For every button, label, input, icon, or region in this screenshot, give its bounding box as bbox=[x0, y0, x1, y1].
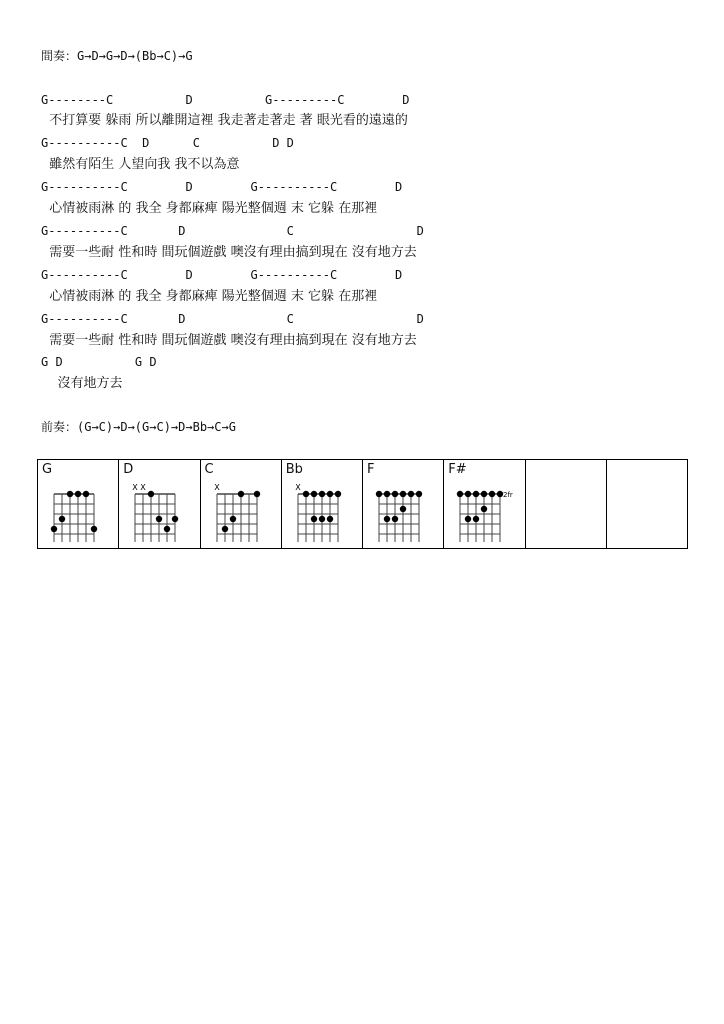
finger-dot bbox=[311, 491, 317, 497]
finger-dot bbox=[400, 506, 406, 512]
chord-cell-empty bbox=[606, 460, 687, 549]
finger-dot bbox=[327, 491, 333, 497]
finger-dot bbox=[384, 491, 390, 497]
chord-line: 前奏：(G→C)→D→(G→C)→D→Bb→C→G bbox=[41, 420, 236, 434]
finger-dot bbox=[221, 526, 227, 532]
chord-line: G----------C D C D D bbox=[41, 136, 294, 150]
finger-dot bbox=[75, 491, 81, 497]
chord-name: F bbox=[367, 462, 375, 477]
chord-diagram-table bbox=[37, 459, 688, 549]
finger-dot bbox=[83, 491, 89, 497]
lyric-line: 心情被雨淋 的 我全 身都麻痺 陽光整個週 末 它躲 在那裡 bbox=[41, 201, 378, 216]
chord-name: C bbox=[204, 462, 214, 477]
chord-name: D bbox=[123, 462, 134, 477]
finger-dot bbox=[148, 491, 154, 497]
finger-dot bbox=[392, 491, 398, 497]
chord-line: G D G D bbox=[41, 355, 157, 369]
finger-dot bbox=[473, 516, 479, 522]
finger-dot bbox=[481, 506, 487, 512]
lyric-line: 需要一些耐 性和時 間玩個遊戲 噢沒有理由搞到現在 沒有地方去 bbox=[41, 245, 417, 260]
chord-cell-g bbox=[38, 460, 119, 549]
chord-diagram bbox=[452, 480, 516, 542]
finger-dot bbox=[481, 491, 487, 497]
chord-name: F# bbox=[448, 462, 467, 477]
finger-dot bbox=[335, 491, 341, 497]
chord-diagram bbox=[46, 480, 110, 542]
chord-diagram bbox=[209, 480, 273, 542]
finger-dot bbox=[91, 526, 97, 532]
lyric-line: 心情被雨淋 的 我全 身都麻痺 陽光整個週 末 它躲 在那裡 bbox=[41, 289, 378, 304]
finger-dot bbox=[457, 491, 463, 497]
chord-diagram bbox=[127, 480, 191, 542]
finger-dot bbox=[465, 516, 471, 522]
chord-line: G----------C D C D bbox=[41, 224, 424, 238]
finger-dot bbox=[311, 516, 317, 522]
finger-dot bbox=[67, 491, 73, 497]
chord-cell-d bbox=[119, 460, 200, 549]
chord-cell-fsharp bbox=[444, 460, 525, 549]
finger-dot bbox=[489, 491, 495, 497]
finger-dot bbox=[164, 526, 170, 532]
finger-dot bbox=[59, 516, 65, 522]
lyric-line: 沒有地方去 bbox=[41, 376, 123, 391]
finger-dot bbox=[229, 516, 235, 522]
finger-dot bbox=[253, 491, 259, 497]
chord-name: G bbox=[42, 462, 53, 477]
chord-name: Bb bbox=[285, 462, 303, 477]
finger-dot bbox=[384, 516, 390, 522]
chord-cell-empty bbox=[525, 460, 606, 549]
finger-dot bbox=[465, 491, 471, 497]
lyric-line: 需要一些耐 性和時 間玩個遊戲 噢沒有理由搞到現在 沒有地方去 bbox=[41, 333, 417, 348]
finger-dot bbox=[51, 526, 57, 532]
fret-position-label: 2fr bbox=[503, 491, 514, 499]
finger-dot bbox=[303, 491, 309, 497]
chord-line: G----------C D C D bbox=[41, 312, 424, 326]
lyric-line: 不打算要 躲雨 所以離開這裡 我走著走著走 著 眼光看的遠遠的 bbox=[41, 113, 408, 128]
finger-dot bbox=[400, 491, 406, 497]
chord-line: 間奏：G→D→G→D→(Bb→C)→G bbox=[41, 49, 193, 63]
finger-dot bbox=[392, 516, 398, 522]
chord-line: G--------C D G---------C D bbox=[41, 93, 410, 107]
finger-dot bbox=[376, 491, 382, 497]
finger-dot bbox=[473, 491, 479, 497]
muted-string-mark: X bbox=[213, 483, 220, 492]
finger-dot bbox=[156, 516, 162, 522]
muted-string-mark: X bbox=[132, 483, 138, 492]
chord-cell-c bbox=[200, 460, 281, 549]
chord-cell-bb bbox=[281, 460, 362, 549]
chord-cell-f bbox=[363, 460, 444, 549]
finger-dot bbox=[327, 516, 333, 522]
muted-string-mark: X bbox=[140, 483, 146, 492]
chord-line: G----------C D G----------C D bbox=[41, 268, 403, 282]
muted-string-mark: X bbox=[295, 483, 301, 492]
finger-dot bbox=[416, 491, 422, 497]
lyric-line: 雖然有陌生 人望向我 我不以為意 bbox=[41, 157, 240, 172]
finger-dot bbox=[319, 491, 325, 497]
chord-line: G----------C D G----------C D bbox=[41, 180, 403, 194]
chord-diagram bbox=[290, 480, 354, 542]
finger-dot bbox=[408, 491, 414, 497]
finger-dot bbox=[237, 491, 243, 497]
finger-dot bbox=[172, 516, 178, 522]
finger-dot bbox=[319, 516, 325, 522]
chord-diagram bbox=[371, 480, 435, 542]
